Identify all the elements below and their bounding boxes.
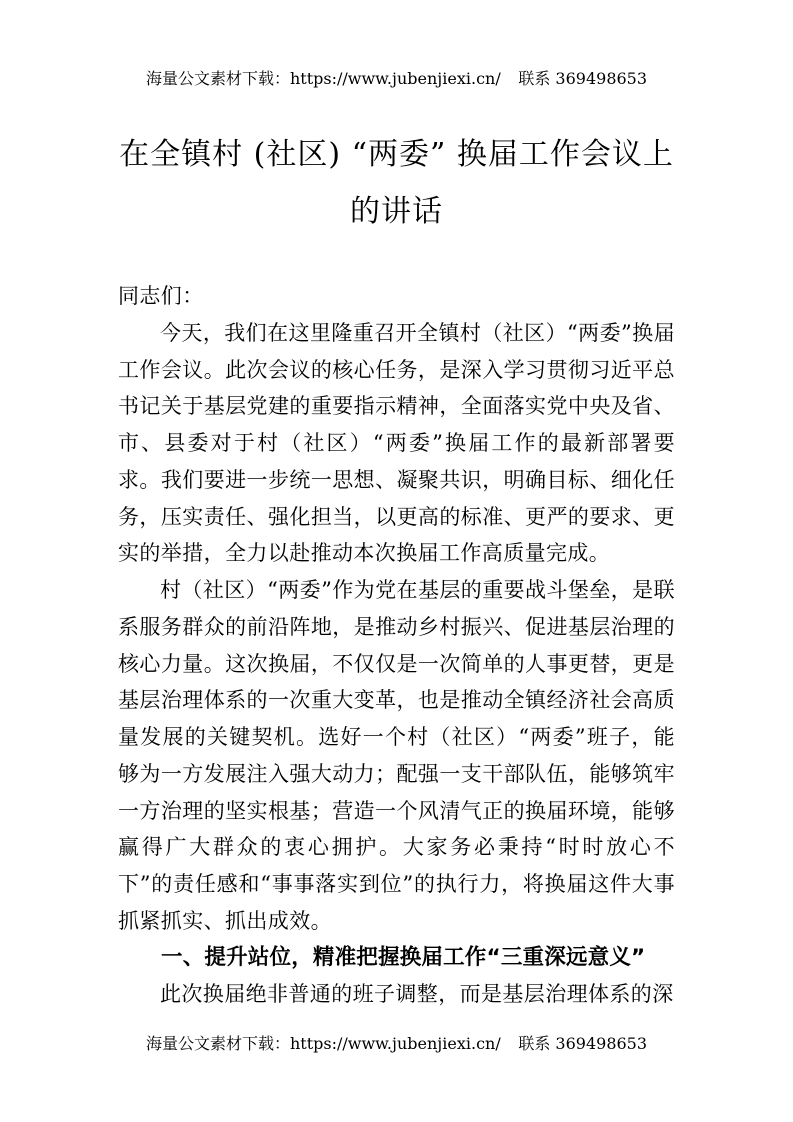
page-footer: [0, 1033, 793, 1055]
page-header: [0, 68, 793, 90]
paragraph-significance: 村（社区）“两委”作为党在基层的重要战斗堡垒，是联系服务群众的前沿阵地，是推动乡村振兴、促进基层治理的核心力量。这次换届，不仅仅是一次简单的人事更替，更是基层治理体系的一次重大变革，也是推动全镇经济社会高质量发展的关键契机。选好一个村（社区）“两委”班子，能够为一方发展注入强大动力；配强一支干部队伍，能够筑牢一方治理的坚实根基；营造一个风清气正的换届环境，能够赢得广大群众的衷心拥护。大家务必秉持“时时放心不下”的责任感和“事事落实到位”的执行力，将换届这件大事抓紧抓实、抓出成效。: [118, 578, 675, 933]
footer-contact: 联系 369498653: [518, 1034, 648, 1053]
document-title: [60, 126, 733, 240]
header-url: https://www.jubenjiexi.cn/: [289, 69, 501, 88]
footer-label: 海量公文素材下载：: [145, 1034, 290, 1053]
header-label: 海量公文素材下载：: [145, 69, 290, 88]
title-line-1: 在全镇村 (社区) “两委” 换届工作会议上: [119, 137, 674, 172]
paragraph-opening: 今天，我们在这里隆重召开全镇村（社区）“两委”换届工作会议。此次会议的核心任务，是深入学习贯彻习近平总书记关于基层党建的重要指示精神，全面落实党中央及省、市、县委对于村（社区）“两委”换届工作的最新部署要求。我们要进一步统一思想、凝聚共识，明确目标、细化任务，压实责任、强化担当，以更高的标准、更严的要求、更实的举措，全力以赴推动本次换届工作高质量完成。: [118, 320, 675, 566]
footer-url: https://www.jubenjiexi.cn/: [289, 1034, 501, 1053]
salutation: 同志们：: [118, 284, 204, 308]
title-line-2: 的讲话: [350, 194, 443, 229]
header-contact: 联系 369498653: [518, 69, 648, 88]
document-body: [118, 278, 675, 1013]
paragraph-section-1-intro: 此次换届绝非普通的班子调整，而是基层治理体系的深: [160, 982, 674, 1007]
section-heading-1: 一、提升站位，精准把握换届工作“三重深远意义”: [161, 944, 646, 970]
